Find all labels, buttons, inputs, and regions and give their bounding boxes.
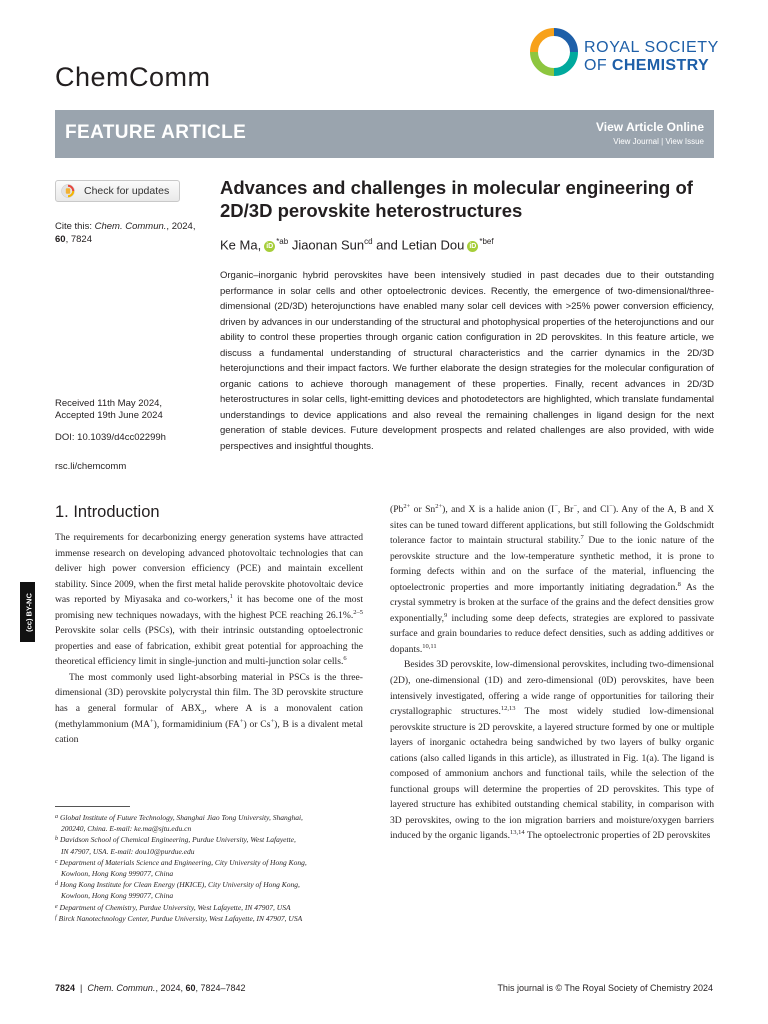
paragraph: Besides 3D perovskite, low-dimensional perovskites, including two-dimensional (2D), one-dimensional (1D) and zero-dimensional (0D) perovskites, have been intensively investigated, offering a wide range of opportunities for tailoring their crystallographic structures.$^{12,13}$ The most widely studied low-dimensional perovskite structure is 2D perovskite, a layered structure formed by one or multiple layers of inorganic octahedra being sandwiched by two layers of bulky organic cations (also called ligands in this article), as illustrated in Fig. 1(a). The ligand is composed of ammonium anchors and functional tails, while the selection of the functional groups will determine the properties of 2D perovskites. This type of layered structure has exhibited outstanding chemical stability, in comparison with 3D perovskites, owing to the ion migration barriers and moisture/oxygen barriers induced by the organic ligands.$^{13,14}$ The optoelectronic properties of 2D perovskites <box>390 659 714 842</box>
body-column-right <box>390 502 714 844</box>
article-title: Advances and challenges in molecular engineering of 2D/3D perovskite heterostructures <box>220 177 693 221</box>
publisher-line1: ROYAL SOCIETY <box>584 39 719 56</box>
cc-license-badge[interactable] <box>20 582 35 642</box>
received-dates: Received 11th May 2024, Accepted 19th June 2024 <box>55 398 163 421</box>
author-name: Jiaonan Sun <box>288 237 365 253</box>
cc-license-text: (cc) BY-NC <box>24 593 34 632</box>
author-name: Ke Ma, <box>220 237 262 253</box>
view-links <box>613 137 704 146</box>
author-name: and Letian Dou <box>372 237 465 253</box>
affiliation-footnote: $^c$ Department of Materials Science and Engineering, City University of Hong Kong, Kowloon, Hong Kong 999077, China <box>55 857 307 879</box>
check-updates-icon <box>61 184 75 198</box>
affiliation-footnote: $^f$ Birck Nanotechnology Center, Purdue University, West Lafayette, IN 47907, USA <box>55 913 303 923</box>
paragraph: The requirements for decarbonizing energy generation systems have attracted immense research on developing advanced photovoltaic technologies that can deliver high power conversion efficiency (PCE) and maintain excellent stability. Since 2009, when the first metal halide perovskite photovoltaic device was reported by Miyasaka and co-workers,$^1$ it has become one of the most promising new techniques nowadays, with the highest PCE reaching 26.1%.$^{2-5}$ Perovskite solar cells (PSCs), with their intrinsic outstanding optoelectronic properties and ease of fabrication, exhibit great potential for approaching the theoretical efficiency limit in single-junction and multi-junction solar cells.$^6$ <box>55 532 363 668</box>
rsc-ring-icon <box>530 28 578 76</box>
view-journal-link[interactable]: View Journal <box>613 137 659 146</box>
footer-citation: 7824 | Chem. Commun., 2024, 60, 7824–7842 <box>55 983 246 993</box>
view-article-online-link[interactable]: View Article Online <box>595 120 704 134</box>
paragraph: ($Pb^{2+}$ or $Sn^{2+}$), and X is a halide anion (I−, Br−, and Cl−). Any of the A, B and X sites can be tuned toward different applications, but still following the Goldschmidt tolerance factor to maintain structural stability.$^7$ Due to the ionic nature of the perovskite structure and the low-temperature synthetic method, it is prone to forming defects within and on the surface of the material, influencing the optoelectronic properties and more importantly initiating degradation.$^8$ As the crystal symmetry is broken at the surface of the grains and the defect densities grow exponentially,$^9$ including some deep defects, strategies are explored to passivate surface and grain boundaries to reduce defect densities, such as adding additives or dopants.$^{10,11}$ <box>390 502 715 655</box>
article-type-banner <box>55 110 714 158</box>
affiliation-footnotes <box>55 812 367 924</box>
abstract: Organic–inorganic hybrid perovskites have been intensively studied in past decades due to their outstanding performance in solar cells and other optoelectronic devices. Recently, the emergence of two-dimensional/three-dimensional (2D/3D) heterojunctions have enabled many solar cell devices with >25% power conversion efficiency, driven by advances in our understanding of the structural and photophysical properties of the heterojunctions and our ability to control these properties through organic cation configuration in 2D perovskites. In this feature article, we discuss a fundamental understanding of structural characteristics and the carrier dynamics in the 2D/3D heterojunctions and their impact factors. We further elaborate the design strategies for the molecular configuration of organic cations to achieve thorough management of these properties. Finally, recent advances in 2D/3D heterostructures in solar cells, light-emitting devices and photodetectors are highlighted, which translate fundamental understandings to device applications and also reveal the remaining challenges in ligand design for the next generation of stable devices. Future development prospects and related challenges are also provided, with wide perspectives and insightful thoughts. <box>220 270 714 452</box>
affiliation-footnote: $^a$ Global Institute of Future Technology, Shanghai Jiao Tong University, Shanghai, 200240, China. E-mail: ke.ma@sjtu.edu.cn <box>55 813 303 834</box>
view-links-separator: | <box>661 137 664 146</box>
article-type: FEATURE ARTICLE <box>65 122 247 143</box>
footnote-rule <box>55 806 130 807</box>
affiliation-footnote: $^b$ Davidson School of Chemical Engineering, Purdue University, West Lafayette, IN 47907, USA. E-mail: dou10@purdue.edu <box>55 835 296 856</box>
view-issue-link[interactable]: View Issue <box>665 137 704 146</box>
publisher-line2: OF CHEMISTRY <box>584 57 710 74</box>
body-column-left <box>55 530 363 748</box>
citation: Cite this: Chem. Commun., 2024, 60, 7824 <box>55 221 196 245</box>
section-heading: 1. Introduction <box>55 503 160 521</box>
paragraph: The most commonly used light-absorbing material in PSCs is the three-dimensional (3D) perovskite polycrystal thin film. The 3D perovskite structure has a general formular of $ABX_3$, where A is a monovalent cation (methylammonium (MA+), formamidinium (FA+) or Cs+), B is a divalent metal cation <box>55 671 364 746</box>
footer-copyright: This journal is © The Royal Society of Chemistry 2024 <box>497 983 713 993</box>
check-updates-label: Check for updates <box>84 185 170 197</box>
check-for-updates-button[interactable] <box>55 180 180 202</box>
journal-website-link[interactable]: rsc.li/chemcomm <box>55 461 127 472</box>
journal-name: ChemComm <box>55 62 211 92</box>
author-list: Ke Ma, $iD^{*ab}$ Jiaonan Sun$^{cd}$ and Letian Dou $iD^{*bef}$ <box>220 237 494 253</box>
affiliation-footnote: $^d$ Hong Kong Institute for Clean Energy (HKICE), City University of Hong Kong, Kowloon, Hong Kong 999077, China <box>55 880 300 901</box>
doi[interactable]: DOI: 10.1039/d4cc02299h <box>55 432 166 443</box>
affiliation-footnote: $^e$ Department of Chemistry, Purdue University, West Lafayette, IN 47907, USA <box>55 902 291 912</box>
rsc-logo[interactable] <box>530 28 720 82</box>
orcid-icon[interactable]: iD <box>266 243 274 251</box>
orcid-icon[interactable]: iD <box>469 243 477 251</box>
